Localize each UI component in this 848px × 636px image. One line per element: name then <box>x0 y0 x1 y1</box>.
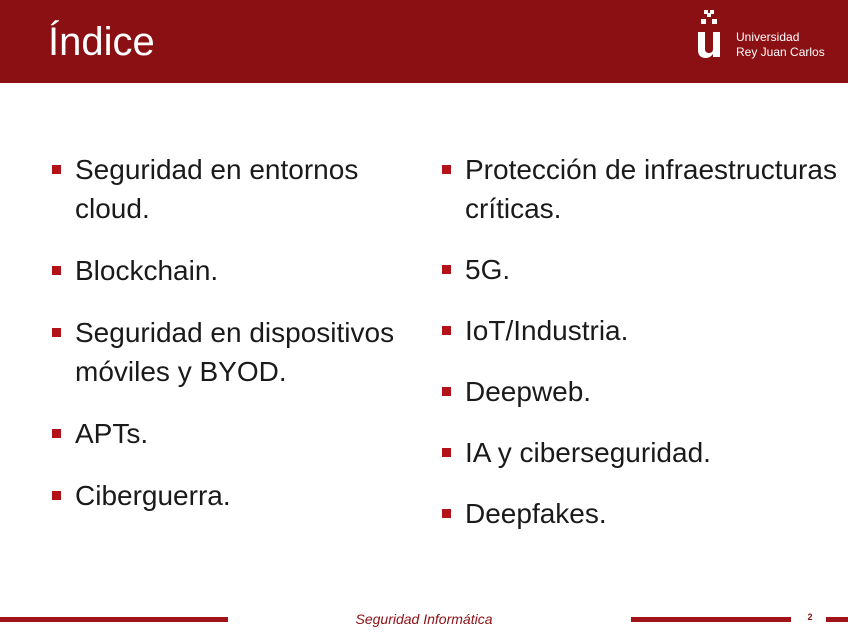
list-item <box>52 414 412 453</box>
right-bullet-list <box>442 150 842 533</box>
list-item-text: Ciberguerra. <box>75 480 231 511</box>
list-item <box>442 250 842 289</box>
list-item <box>442 372 842 411</box>
left-bullet-list <box>52 150 412 515</box>
square-bullet-icon <box>52 491 61 500</box>
list-item <box>442 433 842 472</box>
square-bullet-icon <box>52 266 61 275</box>
list-item-text: Seguridad en entornos cloud. <box>75 154 359 224</box>
list-item <box>442 494 842 533</box>
list-item <box>52 150 412 228</box>
university-logo <box>694 10 844 62</box>
footer-rule-right <box>631 617 791 622</box>
square-bullet-icon <box>52 429 61 438</box>
square-bullet-icon <box>442 448 451 457</box>
square-bullet-icon <box>442 165 451 174</box>
square-bullet-icon <box>52 165 61 174</box>
logo-text-line2: Rey Juan Carlos <box>736 45 825 59</box>
page-number: 2 <box>807 612 813 622</box>
list-item <box>442 311 842 350</box>
list-item <box>442 150 842 228</box>
list-item <box>52 251 412 290</box>
list-item <box>52 476 412 515</box>
square-bullet-icon <box>442 265 451 274</box>
list-item-text: Deepfakes. <box>465 498 607 529</box>
list-item-text: 5G. <box>465 254 511 285</box>
list-item-text: Blockchain. <box>75 255 219 286</box>
list-item-text: Protección de infraestructuras críticas. <box>465 154 837 224</box>
header-bar <box>0 0 848 83</box>
urjc-crest-icon <box>694 10 728 62</box>
right-column <box>442 150 842 555</box>
square-bullet-icon <box>442 326 451 335</box>
square-bullet-icon <box>442 387 451 396</box>
list-item-text: Deepweb. <box>465 376 592 407</box>
list-item-text: IA y ciberseguridad. <box>465 437 711 468</box>
list-item-text: APTs. <box>75 418 149 449</box>
footer-rule-end <box>826 617 848 622</box>
square-bullet-icon <box>442 509 451 518</box>
logo-text-line1: Universidad <box>736 30 800 44</box>
list-item-text: IoT/Industria. <box>465 315 629 346</box>
left-column <box>52 150 412 538</box>
list-item <box>52 313 412 391</box>
footer-course-title: Seguridad Informática <box>355 611 493 627</box>
footer-rule-left <box>0 617 228 622</box>
slide-title: Índice <box>48 20 155 64</box>
square-bullet-icon <box>52 328 61 337</box>
list-item-text: Seguridad en dispositivos móviles y BYOD. <box>75 317 395 387</box>
